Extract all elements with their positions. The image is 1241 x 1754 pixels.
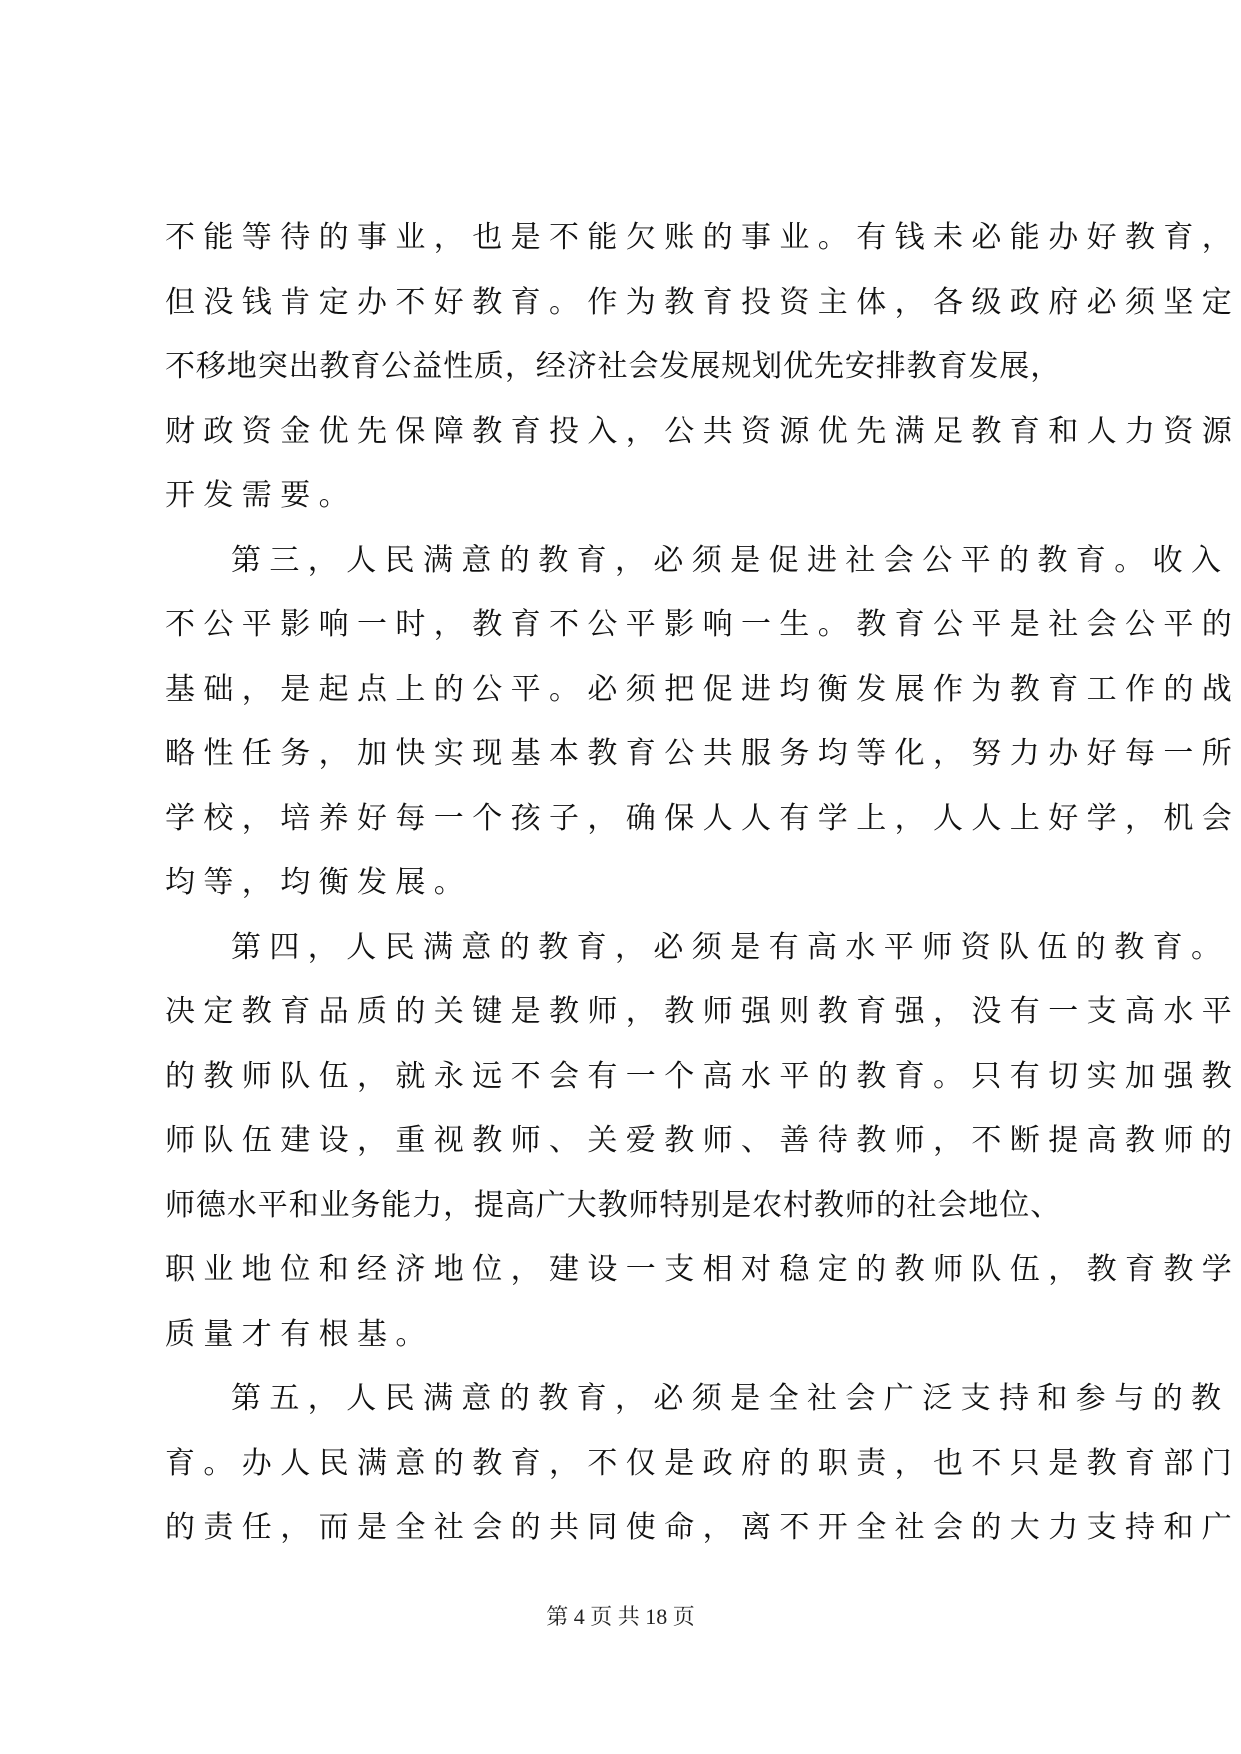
text-line: 基础，是起点上的公平。必须把促进均衡发展作为教育工作的战	[165, 671, 1241, 707]
text-line: 略性任务，加快实现基本教育公共服务均等化，努力办好每一所	[165, 736, 1241, 771]
text-line: 决定教育品质的关键是教师，教师强则教育强，没有一支高水平	[165, 994, 1241, 1029]
text-line: 质量才有根基。	[165, 1316, 434, 1352]
text-line: 第三，人民满意的教育，必须是促进社会公平的教育。收入	[231, 542, 1230, 578]
text-line: 的教师队伍，就永远不会有一个高水平的教育。只有切实加强教	[165, 1058, 1241, 1094]
text-line: 第四，人民满意的教育，必须是有高水平师资队伍的教育。	[231, 929, 1230, 965]
document-body	[165, 206, 1241, 1561]
text-line: 不公平影响一时，教育不公平影响一生。教育公平是社会公平的	[165, 607, 1241, 642]
text-line: 的责任，而是全社会的共同使命，离不开全社会的大力支持和广	[165, 1510, 1241, 1545]
text-line: 但没钱肯定办不好教育。作为教育投资主体，各级政府必须坚定	[165, 284, 1241, 320]
text-line: 学校，培养好每一个孩子，确保人人有学上，人人上好学，机会	[165, 800, 1241, 836]
text-line: 师队伍建设，重视教师、关爱教师、善待教师，不断提高教师的	[165, 1123, 1241, 1158]
text-line: 不能等待的事业，也是不能欠账的事业。有钱未必能办好教育，	[165, 220, 1241, 255]
text-line: 育。办人民满意的教育，不仅是政府的职责，也不只是教育部门	[165, 1445, 1241, 1481]
text-line: 不移地突出教育公益性质，经济社会发展规划优先安排教育发展，	[165, 349, 1062, 384]
text-line: 职业地位和经济地位，建设一支相对稳定的教师队伍，教育教学	[165, 1252, 1241, 1287]
text-line: 均等，均衡发展。	[165, 865, 473, 900]
text-line: 财政资金优先保障教育投入，公共资源优先满足教育和人力资源	[165, 413, 1241, 449]
text-line: 第五，人民满意的教育，必须是全社会广泛支持和参与的教	[231, 1381, 1230, 1416]
text-line: 开发需要。	[165, 478, 357, 513]
text-line: 师德水平和业务能力，提高广大教师特别是农村教师的社会地位、	[165, 1187, 1062, 1223]
page-footer: 第 4 页 共 18 页	[546, 1604, 695, 1629]
